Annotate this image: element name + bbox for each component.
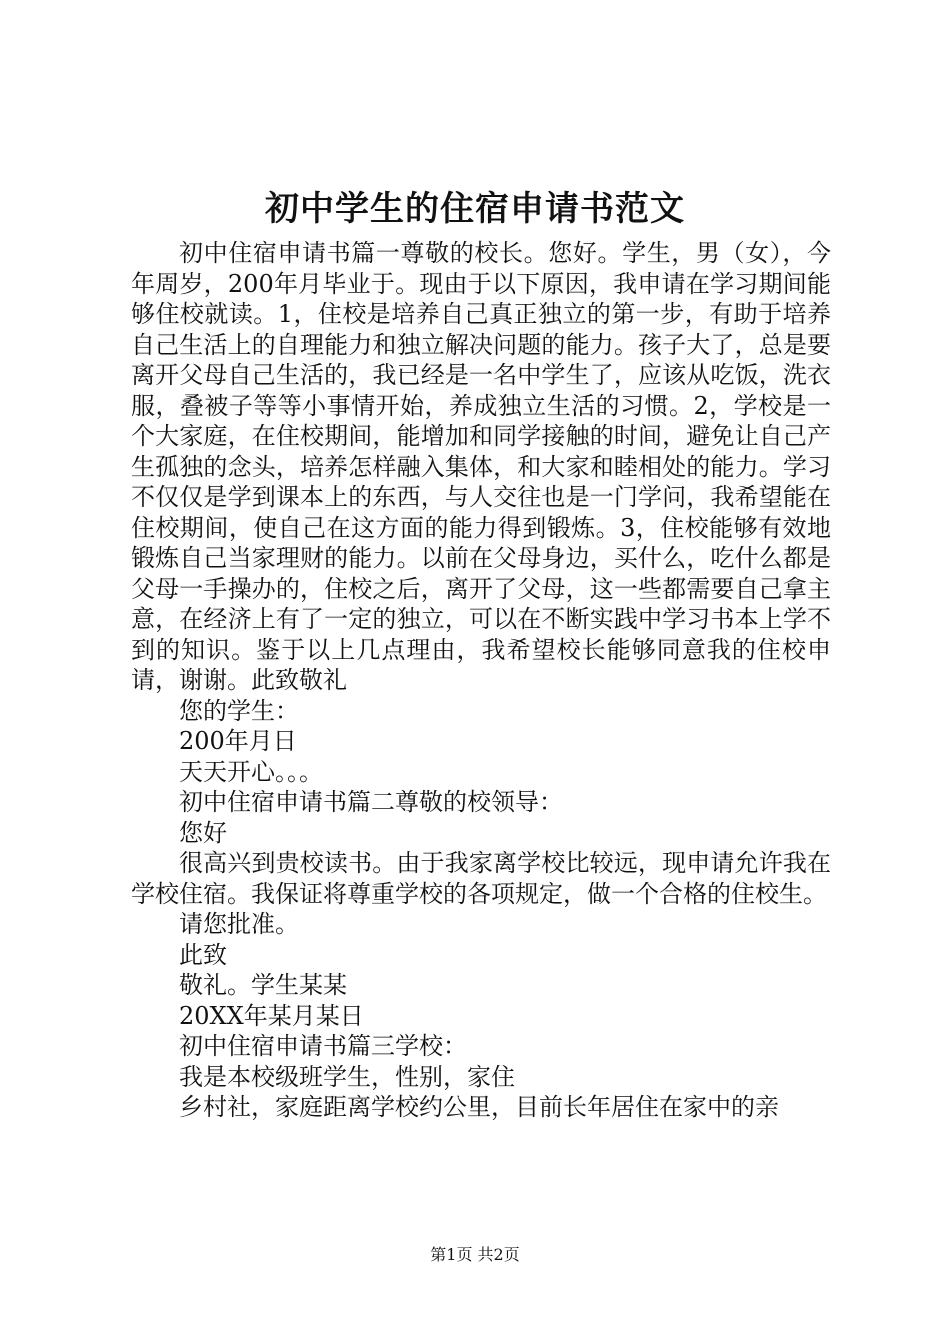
paragraph-letter-three-heading: 初中住宿申请书篇三学校： bbox=[179, 1032, 467, 1060]
document-body bbox=[131, 238, 831, 1123]
page-footer: 第1页 共2页 bbox=[430, 1245, 520, 1264]
document-title: 初中学生的住宿申请书范文 bbox=[265, 189, 685, 229]
paragraph-request-approval: 请您批准。 bbox=[179, 910, 299, 938]
paragraph-signature-student: 您的学生： bbox=[179, 696, 299, 725]
paragraph-letter-three-body: 乡村社，家庭距离学校约公里，目前长年居住在家中的亲 bbox=[179, 1093, 779, 1121]
paragraph-greeting: 您好 bbox=[179, 818, 227, 847]
paragraph-signature-two: 敬礼。学生某某 bbox=[179, 971, 347, 999]
paragraph-letter-two-heading: 初中住宿申请书篇二尊敬的校领导： bbox=[179, 788, 563, 816]
paragraph-letter-three-intro: 我是本校级班学生，性别，家住 bbox=[179, 1062, 515, 1091]
paragraph-closing-wish: 天天开心。。。 bbox=[179, 757, 323, 786]
paragraph-letter-two-body: 很高兴到贵校读书。由于我家离学校比较远，现申请允许我在学校住宿。我保证将尊重学校的各项规定，做一个合格的住校生。 bbox=[131, 849, 831, 908]
paragraph-date-one: 200年月日 bbox=[179, 727, 297, 755]
paragraph-date-two: 20XX年某月某日 bbox=[179, 1001, 364, 1030]
paragraph-letter-one: 初中住宿申请书篇一尊敬的校长。您好。学生，男（女），今年周岁，200年月毕业于。现由于以下原因，我申请在学习期间能够住校就读。1，住校是培养自己真正独立的第一步，有助于培养自己生活上的自理能力和独立解决问题的能力。孩子大了，总是要离开父母自己生活的，我已经是一名中学生了，应该从吃饭，洗衣服，叠被子等等小事情开始，养成独立生活的习惯。2，学校是一个大家庭，在住校期间，能增加和同学接触的时间，避免让自己产生孤独的念头，培养怎样融入集体，和大家和睦相处的能力。学习不仅仅是学到课本上的东西，与人交往也是一门学问，我希望能在住校期间，使自己在这方面的能力得到锻炼。3，住校能够有效地锻炼自己当家理财的能力。以前在父母身边，买什么，吃什么都是父母一手操办的，住校之后，离开了父母，这一些都需要自己拿主意，在经济上有了一定的独立，可以在不断实践中学习书本上学不到的知识。鉴于以上几点理由，我希望校长能够同意我的住校申请，谢谢。此致敬礼 bbox=[131, 239, 831, 694]
paragraph-cizhi: 此致 bbox=[179, 940, 227, 969]
